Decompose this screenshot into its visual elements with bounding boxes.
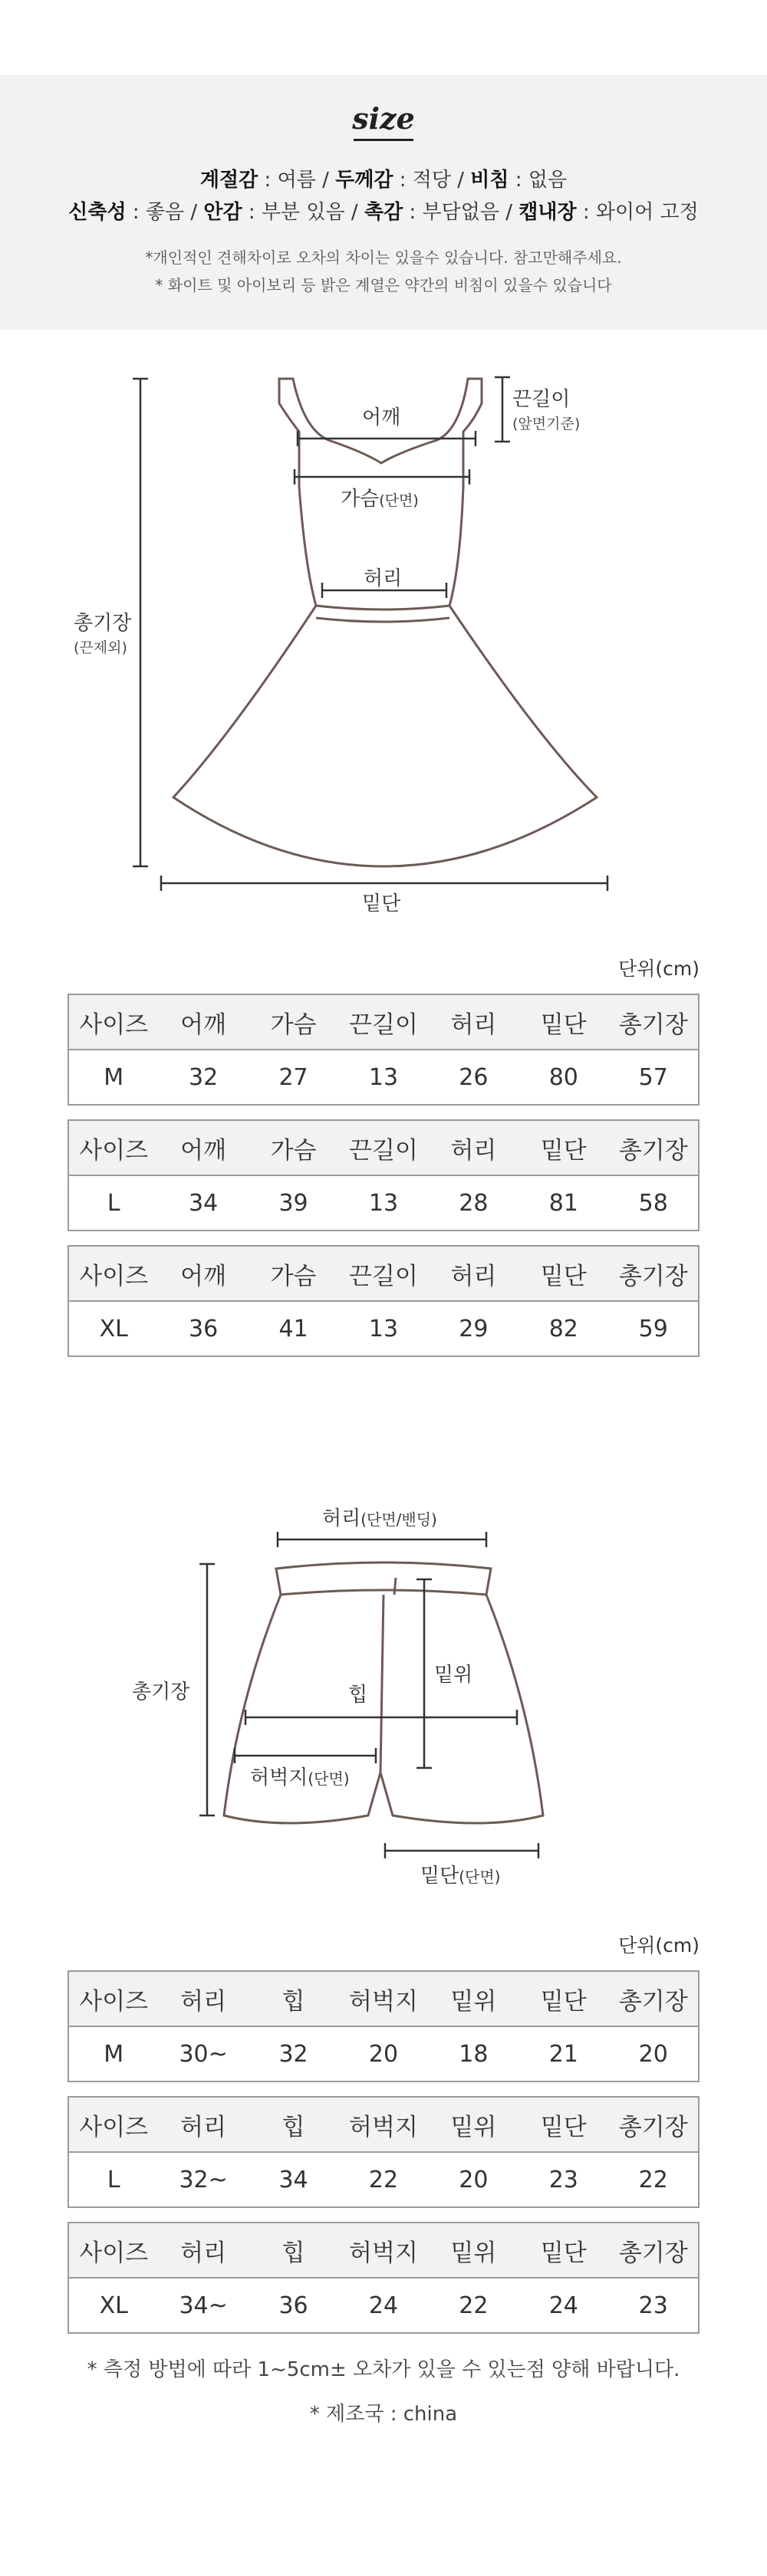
table-header-row [68, 2097, 699, 2152]
feature-key-stretch: 신축성 [68, 201, 127, 224]
header-cell: 허벅지 [338, 1971, 428, 2026]
bottom-size-table-l [67, 2096, 700, 2208]
bottom-size-table-m [67, 1970, 700, 2082]
bottom-size-table-xl [67, 2222, 700, 2334]
table-cell: 29 [429, 1301, 518, 1356]
header-cell: 끈길이 [338, 1120, 428, 1175]
header-cell: 힙 [249, 2097, 338, 2152]
header-cell: 허리 [429, 994, 518, 1050]
header-cell: 총기장 [609, 994, 699, 1050]
table-cell: 22 [609, 2152, 699, 2207]
header-cell: 총기장 [609, 2223, 699, 2278]
table-cell: 30~ [158, 2026, 248, 2082]
table-row [68, 2152, 699, 2207]
feature-value-lining: 부분 있음 [261, 201, 345, 224]
table-header-row [68, 2223, 699, 2278]
table-cell: 24 [518, 2278, 608, 2333]
table-cell: 57 [609, 1050, 699, 1105]
table-cell: 13 [338, 1301, 428, 1356]
table-cell: 39 [249, 1175, 338, 1230]
header-cell: 사이즈 [68, 994, 158, 1050]
pants-label-waist-note: (단면/밴딩) [360, 1510, 437, 1529]
table-cell: 34~ [158, 2278, 248, 2333]
table-cell: L [68, 1175, 158, 1230]
header-cell: 밑단 [518, 1120, 608, 1175]
feature-key-thickness: 두께감 [335, 169, 393, 192]
header-cell: 허리 [158, 2097, 248, 2152]
table-row [68, 2278, 699, 2333]
header-cell: 허리 [429, 1246, 518, 1301]
table-cell: 24 [338, 2278, 428, 2333]
table-cell: 23 [518, 2152, 608, 2207]
table-cell: 34 [249, 2152, 338, 2207]
table-cell: 22 [429, 2278, 518, 2333]
dress-label-strap-note: (앞면기준) [512, 416, 581, 432]
dress-label-chest-note: (단면) [379, 492, 419, 509]
features-line-2: 신축성 : 좋음 / 안감 : 부분 있음 / 촉감 : 부담없음 / 캡내장 : 와이어 고정 [68, 201, 699, 224]
header-cell: 허벅지 [338, 2223, 428, 2278]
header-cell: 허리 [158, 1971, 248, 2026]
note-1: *개인적인 견해차이로 오차의 차이는 있을수 있습니다. 참고만해주세요. [145, 248, 622, 267]
table-cell: 36 [158, 1301, 248, 1356]
header-cell: 힙 [249, 2223, 338, 2278]
header-cell: 가슴 [249, 1120, 338, 1175]
table-cell: M [68, 2026, 158, 2082]
pants-label-hem-text: 밑단 [420, 1865, 459, 1888]
pants-label-thigh-text: 허벅지 [250, 1766, 308, 1789]
table-cell: 32~ [158, 2152, 248, 2207]
table-header-row [68, 1971, 699, 2026]
pants-label-hem-note: (단면) [459, 1868, 501, 1886]
dress-label-shoulder: 어깨 [362, 406, 401, 429]
table-cell: 32 [158, 1050, 248, 1105]
header-cell: 가슴 [249, 1246, 338, 1301]
table-cell: 13 [338, 1050, 428, 1105]
header-cell: 어깨 [158, 994, 248, 1050]
feature-value-season: 여름 [277, 169, 316, 192]
header-cell: 밑위 [429, 2223, 518, 2278]
header-cell: 총기장 [609, 2097, 699, 2152]
table-cell: 13 [338, 1175, 428, 1230]
feature-key-lining: 안감 [203, 201, 242, 224]
top-unit-label: 단위(cm) [618, 958, 700, 980]
feature-value-thickness: 적당 [412, 169, 451, 192]
table-cell: XL [68, 2278, 158, 2333]
feature-key-season: 계절감 [199, 169, 258, 192]
table-cell: 34 [158, 1175, 248, 1230]
feature-value-stretch: 좋음 [145, 201, 185, 224]
note-2: * 화이트 및 아이보리 등 밝은 계열은 약간의 비침이 있을수 있습니다 [155, 276, 612, 294]
header-cell: 끈길이 [338, 1246, 428, 1301]
table-cell: 32 [249, 2026, 338, 2082]
header-cell: 사이즈 [68, 1971, 158, 2026]
table-cell: 80 [518, 1050, 608, 1105]
table-cell: 58 [609, 1175, 699, 1230]
table-cell: 59 [609, 1301, 699, 1356]
size-title: size [352, 101, 415, 136]
feature-key-touch: 촉감 [364, 201, 403, 224]
origin-note: * 제조국 : china [309, 2403, 458, 2426]
header-cell: 사이즈 [68, 1246, 158, 1301]
header-cell: 밑위 [429, 1971, 518, 2026]
dress-label-total-note: (끈제외) [74, 639, 127, 656]
pants-label-waist [322, 1503, 437, 1531]
table-cell: 41 [249, 1301, 338, 1356]
feature-key-cup: 캡내장 [518, 201, 577, 224]
dress-label-chest-text: 가슴 [341, 488, 380, 511]
table-cell: 22 [338, 2152, 428, 2207]
header-cell: 끈길이 [338, 994, 428, 1050]
header-cell: 총기장 [609, 1120, 699, 1175]
pants-label-thigh [250, 1762, 350, 1790]
table-cell: 28 [429, 1175, 518, 1230]
table-cell: 20 [338, 2026, 428, 2082]
header-cell: 허벅지 [338, 2097, 428, 2152]
header-cell: 힙 [249, 1971, 338, 2026]
header-cell: 어깨 [158, 1246, 248, 1301]
table-cell: 36 [249, 2278, 338, 2333]
pants-label-waist-text: 허리 [322, 1507, 361, 1530]
table-cell: 20 [429, 2152, 518, 2207]
pants-label-total: 총기장 [132, 1681, 190, 1704]
table-cell: 26 [429, 1050, 518, 1105]
feature-value-sheerness: 없음 [528, 169, 568, 192]
pants-label-thigh-note: (단면) [308, 1769, 350, 1788]
table-cell: 81 [518, 1175, 608, 1230]
dress-label-strap: 끈길이 [512, 388, 571, 411]
header-cell: 사이즈 [68, 2097, 158, 2152]
table-cell: 27 [249, 1050, 338, 1105]
table-cell: 21 [518, 2026, 608, 2082]
measurement-note: * 측정 방법에 따라 1~5cm± 오차가 있을 수 있는점 양해 바랍니다. [87, 2358, 680, 2381]
table-cell: XL [68, 1301, 158, 1356]
table-cell: M [68, 1050, 158, 1105]
dress-label-waist: 허리 [364, 567, 403, 590]
header-cell: 총기장 [609, 1246, 699, 1301]
dress-label-hem: 밑단 [362, 892, 401, 915]
pants-label-rise: 밑위 [434, 1664, 473, 1687]
table-cell: 82 [518, 1301, 608, 1356]
header-cell: 밑단 [518, 994, 608, 1050]
table-row [68, 2026, 699, 2082]
table-cell: 20 [609, 2026, 699, 2082]
header-cell: 밑위 [429, 2097, 518, 2152]
header-cell: 어깨 [158, 1120, 248, 1175]
table-cell: L [68, 2152, 158, 2207]
bottom-unit-label: 단위(cm) [618, 1934, 700, 1957]
header-cell: 허리 [429, 1120, 518, 1175]
pants-label-hip: 힙 [348, 1684, 368, 1707]
header-cell: 밑단 [518, 1246, 608, 1301]
dress-label-total: 총기장 [74, 612, 132, 635]
header-cell: 가슴 [249, 994, 338, 1050]
table-cell: 18 [429, 2026, 518, 2082]
header-cell: 밑단 [518, 1971, 608, 2026]
feature-value-cup: 와이어 고정 [595, 201, 699, 224]
header-cell: 밑단 [518, 2223, 608, 2278]
feature-key-sheerness: 비침 [470, 169, 509, 192]
header-cell: 허리 [158, 2223, 248, 2278]
table-cell: 23 [609, 2278, 699, 2333]
header-cell: 사이즈 [68, 1120, 158, 1175]
pants-label-hem [420, 1860, 500, 1888]
header-cell: 총기장 [609, 1971, 699, 2026]
feature-value-touch: 부담없음 [422, 201, 499, 224]
header-cell: 사이즈 [68, 2223, 158, 2278]
features-line-1: 계절감 : 여름 / 두께감 : 적당 / 비침 : 없음 [199, 169, 568, 192]
header-cell: 밑단 [518, 2097, 608, 2152]
